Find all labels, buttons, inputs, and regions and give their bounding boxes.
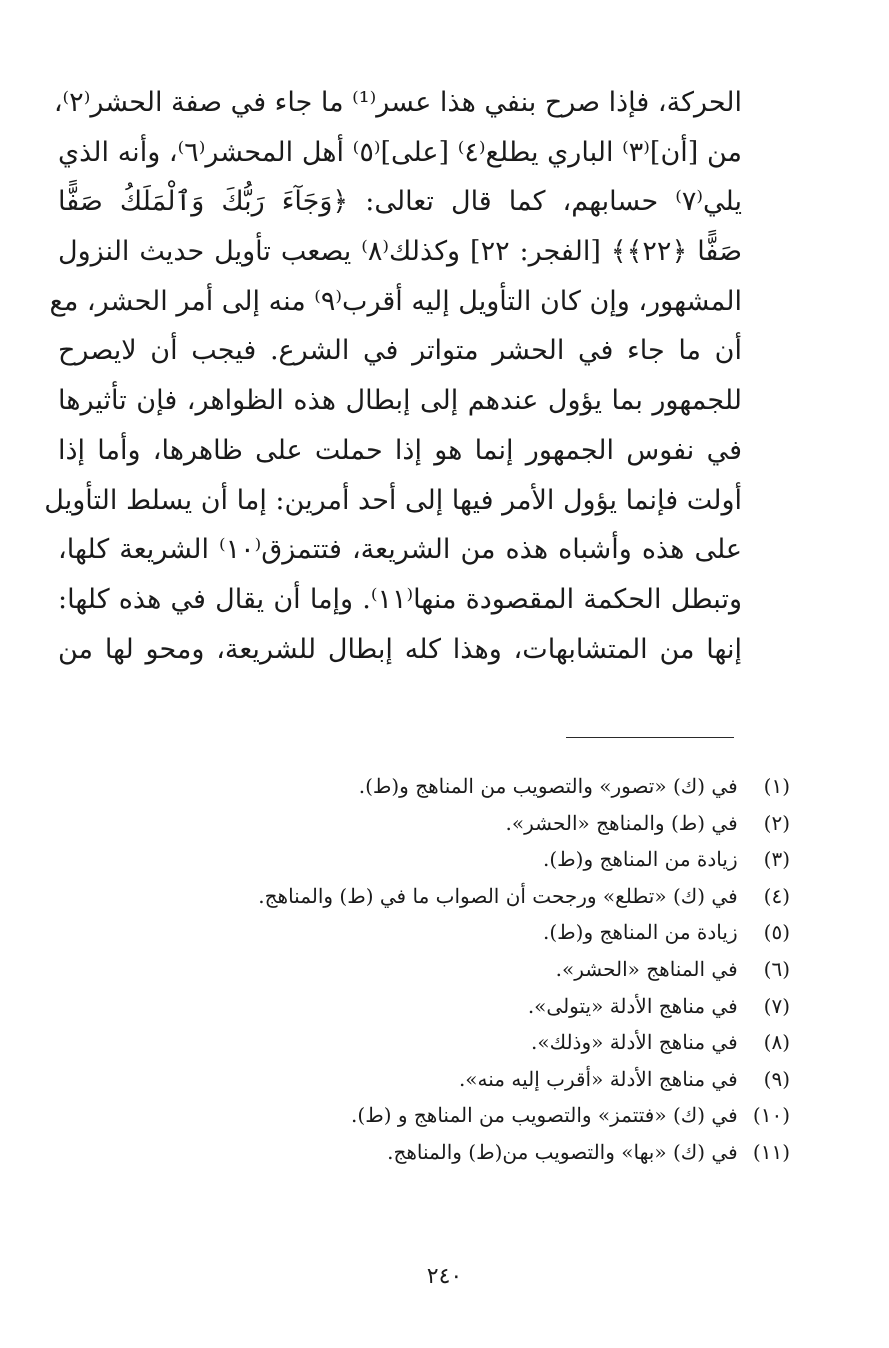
- footnote-number: (٣): [763, 847, 790, 872]
- footnote: [100, 1134, 790, 1171]
- text-line: المشهور، وإن كان التأويل إليه أقرب⁽٩⁾ منه إلى أمر الحشر، مع: [49, 285, 742, 317]
- footnote: [100, 805, 790, 842]
- footnote-text: في (ط) والمناهج «الحشر».: [505, 810, 738, 835]
- footnote: [100, 951, 790, 988]
- footnote-text: في مناهج الأدلة «يتولى».: [527, 993, 738, 1018]
- text-line: وتبطل الحكمة المقصودة منها⁽١١⁾. وإما أن يقال في هذه كلها:: [58, 583, 742, 615]
- text-line: أن ما جاء في الحشر متواتر في الشرع. فيجب أن لايصرح: [58, 335, 742, 367]
- footnote-number: (٩): [763, 1066, 790, 1091]
- footnote-text: في مناهج الأدلة «وذلك».: [531, 1030, 738, 1055]
- footnote-separator: [566, 737, 734, 738]
- text-line: للجمهور بما يؤول عندهم إلى إبطال هذه الظواهر، فإن تأثيرها: [58, 385, 742, 417]
- footnote-number: (١١): [752, 1139, 790, 1164]
- footnote-text: في (ك) «تطلع» ورجحت أن الصواب ما في (ط) والمناهج.: [258, 883, 738, 908]
- footnote: [100, 768, 790, 805]
- footnote-text: زيادة من المناهج و(ط).: [543, 920, 738, 945]
- footnote-number: (١): [763, 774, 790, 798]
- main-text: [44, 78, 742, 674]
- footnote-text: في (ك) «فتتمز» والتصويب من المناهج و (ط).: [351, 1103, 738, 1128]
- footnote: [100, 914, 790, 951]
- footnote-number: (٧): [763, 993, 790, 1018]
- footnote-text: في المناهج «الحشر».: [555, 956, 738, 981]
- footnote-number: (٦): [763, 956, 790, 981]
- text-line: إنها من المتشابهات، وهذا كله إبطال للشريعة، ومحو لها من: [58, 633, 742, 665]
- footnote-number: (١٠): [752, 1103, 790, 1128]
- footnote: [100, 1061, 790, 1098]
- footnotes: [100, 768, 790, 1171]
- text-line: الحركة، فإذا صرح بنفي هذا عسر⁽¹⁾ ما جاء في صفة الحشر⁽٢⁾،: [53, 87, 742, 118]
- footnote: [100, 841, 790, 878]
- footnote: [100, 1024, 790, 1061]
- footnote: [100, 988, 790, 1025]
- footnote: [100, 878, 790, 915]
- footnote-number: (٢): [763, 810, 790, 835]
- footnote-text: في (ك) «بها» والتصويب من(ط) والمناهج.: [387, 1139, 738, 1164]
- footnote: [100, 1097, 790, 1134]
- page-number: ٢٤٠: [426, 1264, 463, 1289]
- text-line: يلي⁽٧⁾ حسابهم، كما قال تعالى: ﴿وَجَآءَ رَبُّكَ وَٱلْمَلَكُ صَفًّا: [58, 186, 742, 218]
- footnote-text: زيادة من المناهج و(ط).: [543, 847, 738, 872]
- text-line: صَفًّا ﴿٢٢﴾﴾ [الفجر: ٢٢] وكذلك⁽٨⁾ يصعب تأويل حديث النزول: [58, 236, 742, 268]
- footnote-text: في (ك) «تصور» والتصويب من المناهج و(ط).: [358, 774, 738, 798]
- footnote-text: في مناهج الأدلة «أقرب إليه منه».: [458, 1066, 738, 1091]
- footnote-number: (٤): [763, 883, 790, 908]
- text-line: على هذه وأشباه هذه من الشريعة، فتتمزق⁽١٠⁾ الشريعة كلها،: [58, 534, 742, 566]
- text-line: من [أن]⁽٣⁾ الباري يطلع⁽٤⁾ [على]⁽٥⁾ أهل المحشر⁽٦⁾، وأنه الذي: [58, 136, 742, 168]
- footnote-number: (٨): [763, 1030, 790, 1055]
- footnote-number: (٥): [763, 920, 790, 945]
- text-line: أولت فإنما يؤول الأمر فيها إلى أحد أمرين: إما أن يسلط التأويل: [44, 484, 742, 516]
- text-line: في نفوس الجمهور إنما هو إذا حملت على ظاهرها، وأما إذا: [58, 434, 742, 466]
